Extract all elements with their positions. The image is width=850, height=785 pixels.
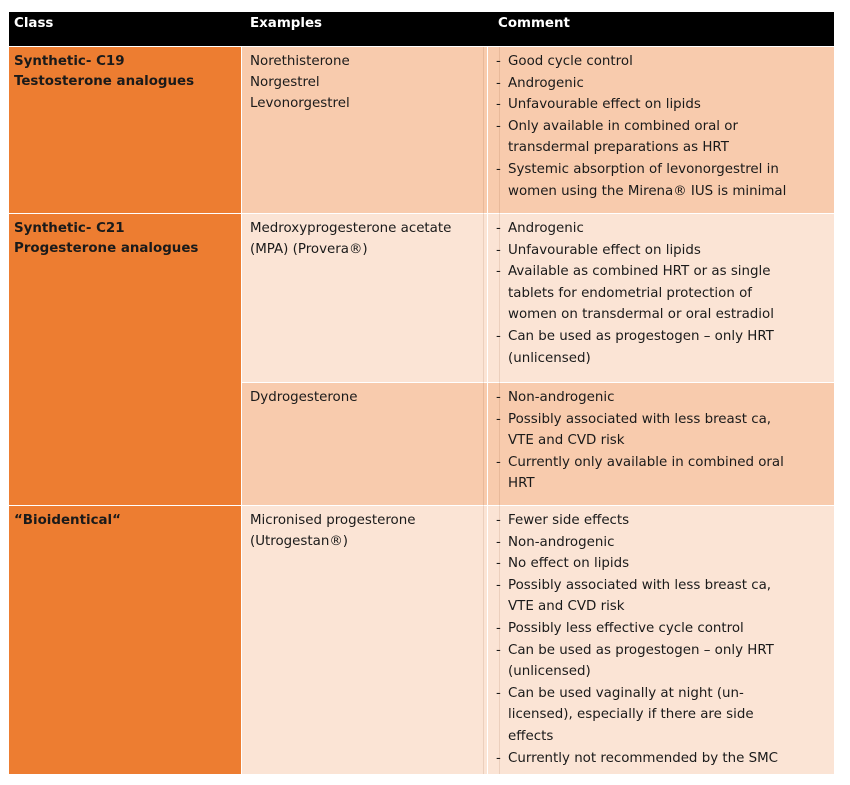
- column-divider: [483, 47, 484, 774]
- column-divider: [499, 47, 500, 774]
- comment-item: - Androgenic: [496, 73, 830, 95]
- comment-item: - Non-androgenic: [496, 387, 830, 409]
- examples-cell-bioidentical: [242, 506, 487, 774]
- comment-item: - Currently not recommended by the SMC: [496, 748, 830, 770]
- example-item: (MPA) (Provera®): [250, 242, 368, 257]
- example-item: Dydrogesterone: [250, 390, 358, 405]
- class-label: Testosterone analogues: [14, 74, 195, 89]
- comment-item: - Unfavourable effect on lipids: [496, 94, 830, 116]
- comment-cell-bioidentical: [488, 506, 834, 774]
- table-header: [9, 12, 834, 46]
- comment-list: [496, 218, 830, 369]
- comment-item: - Available as combined HRT or as single tablets for endometrial protection of women on transdermal or oral estradiol: [496, 261, 830, 326]
- example-item: Norethisterone: [250, 54, 350, 69]
- comment-item: - No effect on lipids: [496, 553, 830, 575]
- comment-item: - Can be used vaginally at night (un- licensed), especially if there are side effects: [496, 683, 830, 748]
- comment-cell-dydrogesterone: [488, 383, 834, 505]
- examples-cell-c19: [242, 47, 487, 213]
- example-item: Levonorgestrel: [250, 96, 350, 111]
- class-cell-c19: [9, 47, 241, 213]
- examples-cell-dydrogesterone: [242, 383, 487, 505]
- comment-item: - Can be used as progestogen – only HRT (unlicensed): [496, 326, 830, 369]
- class-cell-c21: [9, 214, 241, 505]
- comment-item: - Possibly associated with less breast ca, VTE and CVD risk: [496, 409, 830, 452]
- comment-item: - Good cycle control: [496, 51, 830, 73]
- comment-item: - Androgenic: [496, 218, 830, 240]
- comment-item: - Currently only available in combined oral HRT: [496, 452, 830, 495]
- example-item: (Utrogestan®): [250, 534, 348, 549]
- comment-list: [496, 510, 830, 769]
- class-label: Synthetic- C19: [14, 54, 125, 69]
- header-examples: Examples: [250, 16, 323, 31]
- comment-cell-mpa: [488, 214, 834, 382]
- comment-item: - Systemic absorption of levonorgestrel in women using the Mirena® IUS is minimal: [496, 159, 830, 202]
- class-cell-bioidentical: [9, 506, 241, 774]
- header-comment: Comment: [498, 16, 570, 31]
- example-item: Medroxyprogesterone acetate: [250, 221, 452, 236]
- class-label: Synthetic- C21: [14, 221, 125, 236]
- example-item: Micronised progesterone: [250, 513, 416, 528]
- comment-item: - Can be used as progestogen – only HRT (unlicensed): [496, 640, 830, 683]
- comment-item: - Fewer side effects: [496, 510, 830, 532]
- comment-item: - Non-androgenic: [496, 532, 830, 554]
- comment-cell-c19: [488, 47, 834, 213]
- comment-list: [496, 51, 830, 202]
- class-label: Progesterone analogues: [14, 241, 199, 256]
- comment-item: - Possibly less effective cycle control: [496, 618, 830, 640]
- comment-list: [496, 387, 830, 495]
- comment-item: - Only available in combined oral or transdermal preparations as HRT: [496, 116, 830, 159]
- comment-item: - Possibly associated with less breast ca, VTE and CVD risk: [496, 575, 830, 618]
- header-class: Class: [14, 16, 54, 31]
- example-item: Norgestrel: [250, 75, 320, 90]
- comment-item: - Unfavourable effect on lipids: [496, 240, 830, 262]
- examples-cell-mpa: [242, 214, 487, 382]
- class-label: “Bioidentical“: [14, 513, 121, 528]
